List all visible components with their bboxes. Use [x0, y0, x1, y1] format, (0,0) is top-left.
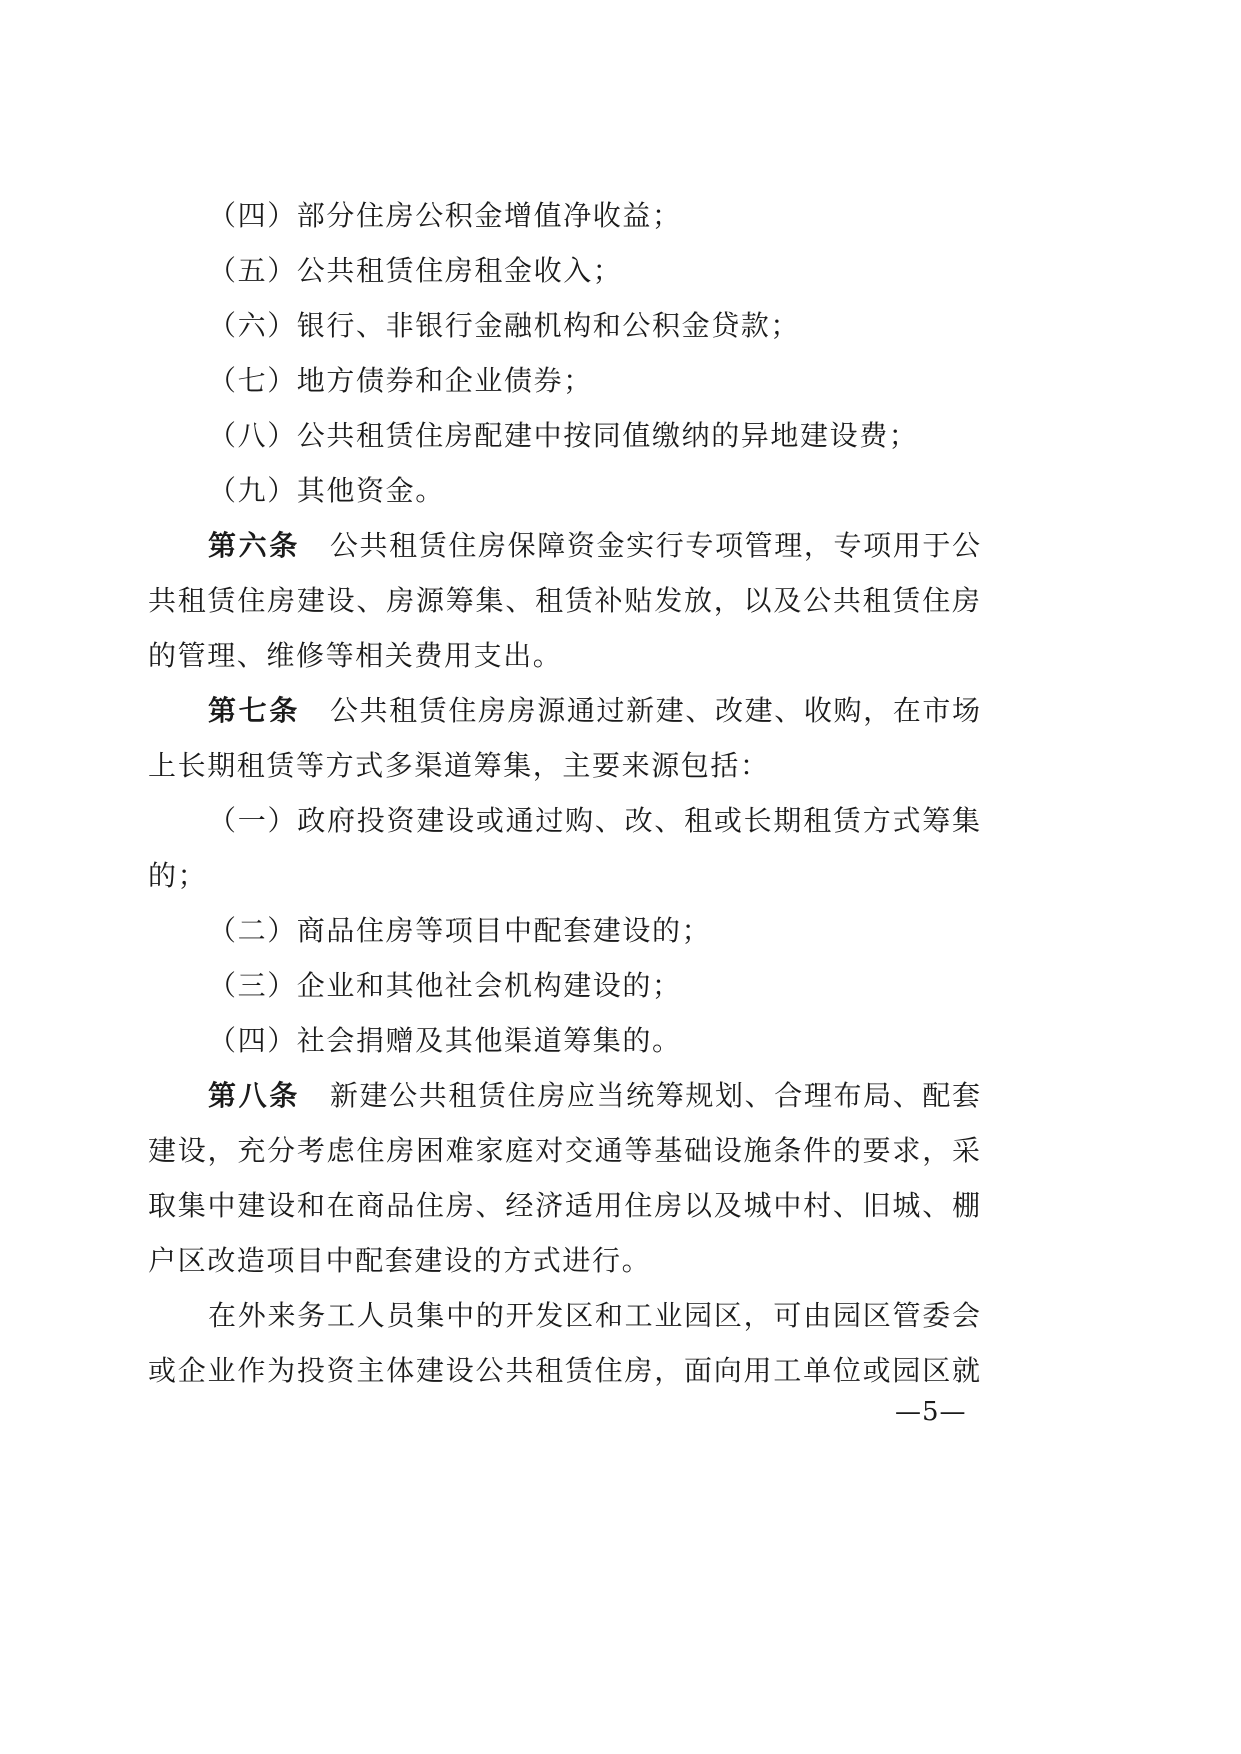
line-text: （五）公共租赁住房租金收入；: [208, 254, 623, 287]
line-text: （六）银行、非银行金融机构和公积金贷款；: [208, 309, 801, 342]
article-number: 第六条: [208, 529, 300, 562]
line-text: 在外来务工人员集中的开发区和工业园区，可由园区管委会: [208, 1299, 980, 1332]
line-text: （二）商品住房等项目中配套建设的；: [208, 914, 712, 947]
line-text: 的；: [148, 859, 208, 892]
article-heading-line: [148, 1068, 980, 1123]
article-heading-line: [148, 518, 980, 573]
text-line: [148, 628, 980, 683]
line-text: （四）社会捐赠及其他渠道筹集的。: [208, 1024, 682, 1057]
text-line: [148, 463, 980, 518]
line-text: （八）公共租赁住房配建中按同值缴纳的异地建设费；: [208, 419, 919, 452]
line-text: 上长期租赁等方式多渠道筹集，主要来源包括：: [148, 749, 770, 782]
page-number: —5—: [895, 1397, 967, 1427]
text-line: [148, 573, 980, 628]
line-text: 共租赁住房建设、房源筹集、租赁补贴发放，以及公共租赁住房: [148, 584, 980, 617]
text-line: [148, 958, 980, 1013]
line-text: （三）企业和其他社会机构建设的；: [208, 969, 682, 1002]
article-heading-line: [148, 683, 980, 738]
text-line: [148, 1343, 980, 1398]
line-text: （一）政府投资建设或通过购、改、租或长期租赁方式筹集: [208, 804, 980, 837]
article-number: 第八条: [208, 1079, 300, 1112]
article-number: 第七条: [208, 694, 300, 727]
line-text: 建设，充分考虑住房困难家庭对交通等基础设施条件的要求，采: [148, 1134, 980, 1167]
text-line: [148, 408, 980, 463]
text-line: [148, 848, 980, 903]
text-line: [148, 188, 980, 243]
text-line: [148, 738, 980, 793]
line-text: 新建公共租赁住房应当统筹规划、合理布局、配套: [329, 1079, 980, 1112]
line-text: （九）其他资金。: [208, 474, 445, 507]
text-line: [148, 1233, 980, 1288]
line-text: 或企业作为投资主体建设公共租赁住房，面向用工单位或园区就: [148, 1354, 980, 1387]
text-line: [148, 903, 980, 958]
text-line: [148, 793, 980, 848]
line-text: 户区改造项目中配套建设的方式进行。: [148, 1244, 652, 1277]
line-text: 公共租赁住房房源通过新建、改建、收购，在市场: [329, 694, 980, 727]
text-line: [148, 1288, 980, 1343]
text-line: [148, 243, 980, 298]
line-text: 的管理、维修等相关费用支出。: [148, 639, 563, 672]
text-line: [148, 1123, 980, 1178]
text-line: [148, 298, 980, 353]
text-line: [148, 1178, 980, 1233]
line-text: 取集中建设和在商品住房、经济适用住房以及城中村、旧城、棚: [148, 1189, 980, 1222]
line-text: （四）部分住房公积金增值净收益；: [208, 199, 682, 232]
text-line: [148, 353, 980, 408]
document-body: [148, 188, 980, 1398]
line-text: （七）地方债券和企业债券；: [208, 364, 593, 397]
line-text: 公共租赁住房保障资金实行专项管理，专项用于公: [329, 529, 980, 562]
text-line: [148, 1013, 980, 1068]
